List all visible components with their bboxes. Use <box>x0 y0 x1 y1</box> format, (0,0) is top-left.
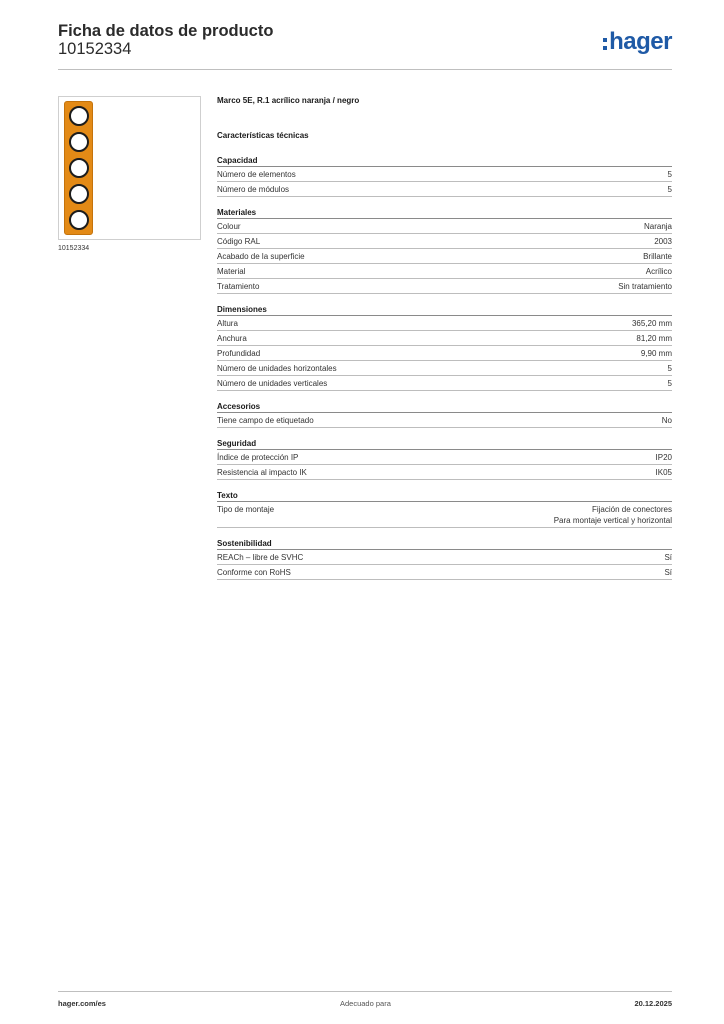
logo-text: hager <box>609 28 672 55</box>
footer-website: hager.com/es <box>58 999 106 1008</box>
spec-label: Número de elementos <box>217 169 296 179</box>
spec-label: Tiene campo de etiquetado <box>217 415 314 425</box>
spec-label: REACh – libre de SVHC <box>217 552 304 562</box>
spec-row <box>217 234 672 249</box>
spec-row <box>217 167 672 182</box>
spec-value-group <box>668 378 672 389</box>
spec-row <box>217 249 672 264</box>
spec-value: 2003 <box>654 236 672 246</box>
spec-label: Índice de protección IP <box>217 452 299 462</box>
document-number: 10152334 <box>58 40 132 58</box>
spec-value: 81,20 mm <box>636 333 672 343</box>
image-caption: 10152334 <box>58 245 90 252</box>
frame-opening-icon <box>69 158 89 178</box>
spec-row <box>217 376 672 391</box>
spec-value: Brillante <box>643 251 672 261</box>
spec-section <box>217 304 672 391</box>
logo-dots-icon <box>603 38 607 50</box>
spec-row <box>217 502 672 528</box>
spec-label: Profundidad <box>217 348 261 358</box>
spec-label: Colour <box>217 221 241 231</box>
section-title: Capacidad <box>217 155 672 167</box>
product-image-frame <box>58 96 201 240</box>
spec-value: 365,20 mm <box>631 318 672 328</box>
spec-value: IK05 <box>655 467 672 477</box>
footer-date: 20.12.2025 <box>634 999 672 1008</box>
spec-value: 5 <box>667 184 672 194</box>
spec-label: Tipo de montaje <box>217 504 275 514</box>
spec-value: Naranja <box>643 221 672 231</box>
tech-characteristics-title: Características técnicas <box>217 131 309 140</box>
spec-value-group <box>668 184 672 195</box>
section-title: Texto <box>217 490 672 502</box>
spec-value: Acrílico <box>645 266 672 276</box>
spec-row <box>217 550 672 565</box>
spec-value-group <box>646 266 672 277</box>
spec-row <box>217 346 672 361</box>
spec-section <box>217 207 672 294</box>
spec-label: Conforme con RoHS <box>217 567 291 577</box>
frame-opening-icon <box>69 132 89 152</box>
spec-row <box>217 219 672 234</box>
section-title: Materiales <box>217 207 672 219</box>
spec-value-group <box>641 348 672 359</box>
spec-value-group <box>632 318 672 329</box>
document-title: Ficha de datos de producto <box>58 22 274 40</box>
spec-value: 5 <box>667 169 672 179</box>
spec-label: Altura <box>217 318 238 328</box>
spec-value-group <box>656 452 672 463</box>
spec-value: 5 <box>667 378 672 388</box>
frame-opening-icon <box>69 106 89 126</box>
spec-row <box>217 413 672 428</box>
spec-value-group <box>664 567 672 578</box>
spec-section <box>217 155 672 197</box>
spec-value: Sí <box>664 552 672 562</box>
spec-value: Sí <box>664 567 672 577</box>
spec-row <box>217 565 672 580</box>
spec-label: Resistencia al impacto IK <box>217 467 307 477</box>
spec-value-group <box>654 236 672 247</box>
spec-value-group <box>644 221 672 232</box>
spec-value-group <box>618 281 672 292</box>
spec-row <box>217 361 672 376</box>
spec-value-line2: Para montaje vertical y horizontal <box>553 515 672 525</box>
spec-value: Fijación de conectores <box>591 504 672 514</box>
footer-note: Adecuado para <box>340 999 391 1008</box>
spec-row <box>217 279 672 294</box>
frame-opening-icon <box>69 184 89 204</box>
page-footer <box>58 991 672 1011</box>
spec-value: Sin tratamiento <box>618 281 672 291</box>
hager-logo <box>603 29 672 55</box>
spec-value: 9,90 mm <box>640 348 672 358</box>
product-name: Marco 5E, R.1 acrílico naranja / negro <box>217 96 360 105</box>
frame-opening-icon <box>69 210 89 230</box>
spec-row <box>217 182 672 197</box>
spec-value-group <box>664 552 672 563</box>
spec-row <box>217 316 672 331</box>
spec-value: 5 <box>667 363 672 373</box>
spec-row <box>217 450 672 465</box>
section-title: Seguridad <box>217 438 672 450</box>
spec-label: Código RAL <box>217 236 261 246</box>
page-header <box>58 22 672 70</box>
spec-section <box>217 490 672 528</box>
section-title: Dimensiones <box>217 304 672 316</box>
spec-value: No <box>661 415 672 425</box>
section-title: Sostenibilidad <box>217 538 672 550</box>
spec-label: Número de unidades horizontales <box>217 363 337 373</box>
spec-row <box>217 465 672 480</box>
frame-plate-image <box>64 101 93 235</box>
spec-value-group <box>554 504 672 526</box>
spec-value-group <box>668 363 672 374</box>
spec-sections <box>217 155 672 580</box>
spec-label: Número de módulos <box>217 184 290 194</box>
spec-label: Número de unidades verticales <box>217 378 328 388</box>
spec-value-group <box>656 467 672 478</box>
spec-section <box>217 401 672 428</box>
spec-label: Anchura <box>217 333 247 343</box>
spec-label: Acabado de la superficie <box>217 251 305 261</box>
spec-row <box>217 264 672 279</box>
spec-value-group <box>636 333 672 344</box>
spec-content <box>217 96 672 590</box>
spec-value-group <box>668 169 672 180</box>
spec-value-group <box>662 415 672 426</box>
spec-section <box>217 438 672 480</box>
section-title: Accesorios <box>217 401 672 413</box>
spec-value-group <box>643 251 672 262</box>
spec-value: IP20 <box>655 452 672 462</box>
spec-row <box>217 331 672 346</box>
spec-label: Tratamiento <box>217 281 260 291</box>
spec-section <box>217 538 672 580</box>
spec-label: Material <box>217 266 246 276</box>
